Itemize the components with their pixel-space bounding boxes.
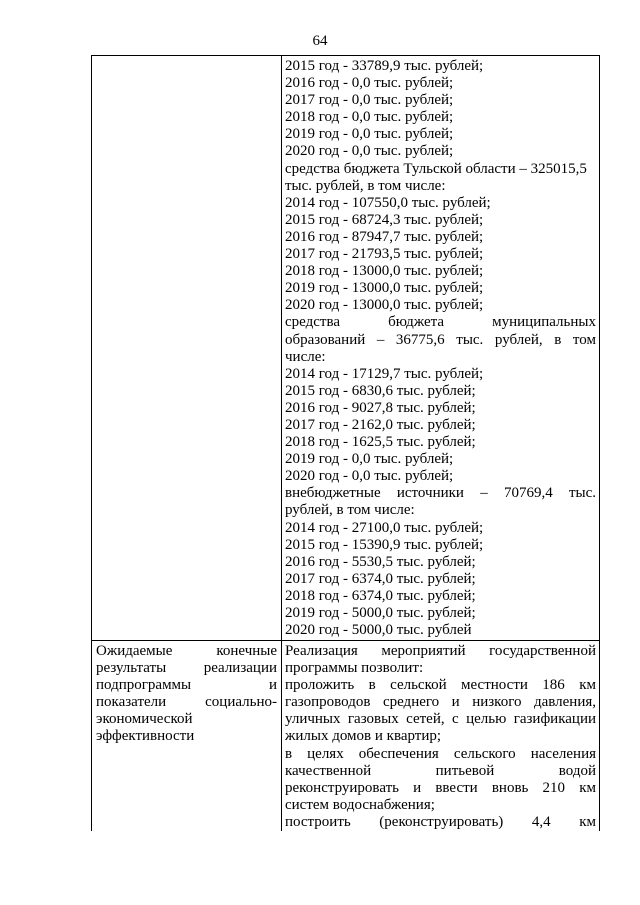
- text-line: 2017 год - 2162,0 тыс. рублей;: [285, 416, 476, 433]
- text-line: 2019 год - 5000,0 тыс. рублей;: [285, 605, 476, 621]
- text-line: 2015 год - 33789,9 тыс. рублей;: [285, 58, 484, 74]
- page-number: 64: [312, 33, 328, 49]
- row-divider: [92, 640, 599, 641]
- text-line: рублей, в том числе:: [285, 502, 415, 519]
- text-line: тыс. рублей, в том числе:: [285, 177, 446, 194]
- text-line: реконструировать и ввести вновь 210 км: [285, 779, 596, 796]
- text-line: 2016 год - 87947,7 тыс. рублей;: [285, 228, 484, 245]
- text-line: 2019 год - 13000,0 тыс. рублей;: [285, 280, 484, 297]
- text-line: 2018 год - 6374,0 тыс. рублей;: [285, 587, 476, 604]
- text-line: 2019 год - 0,0 тыс. рублей;: [285, 126, 454, 143]
- column-divider: [281, 56, 282, 831]
- text-line: 2014 год - 107550,0 тыс. рублей;: [285, 194, 491, 211]
- text-line: 2015 год - 15390,9 тыс. рублей;: [285, 536, 484, 553]
- text-line: построить (реконструировать) 4,4 км: [285, 813, 596, 830]
- results-content-cell: [285, 643, 596, 831]
- text-line: 2017 год - 0,0 тыс. рублей;: [285, 92, 454, 109]
- text-line: 2019 год - 0,0 тыс. рублей;: [285, 451, 454, 468]
- text-line: показатели социально-: [96, 694, 277, 711]
- text-line: Ожидаемые конечные: [96, 643, 277, 659]
- text-line: средства бюджета Тульской области – 325015,5: [285, 160, 587, 177]
- text-line: числе:: [285, 348, 326, 365]
- text-line: 2018 год - 1625,5 тыс. рублей;: [285, 434, 476, 451]
- text-line: Реализация мероприятий государственной: [285, 643, 596, 659]
- text-line: образований – 36775,6 тыс. рублей, в том: [285, 331, 596, 348]
- text-line: 2020 год - 0,0 тыс. рублей;: [285, 468, 454, 485]
- results-label-cell: [96, 643, 277, 746]
- text-line: 2020 год - 0,0 тыс. рублей;: [285, 143, 454, 160]
- text-line: результаты реализации: [96, 660, 277, 677]
- text-line: 2017 год - 21793,5 тыс. рублей;: [285, 246, 484, 263]
- program-table: [91, 55, 600, 831]
- text-line: уличных газовых сетей, с целью газификации: [285, 711, 596, 728]
- text-line: жилых домов и квартир;: [285, 728, 442, 745]
- text-line: 2014 год - 17129,7 тыс. рублей;: [285, 365, 484, 382]
- text-line: 2015 год - 68724,3 тыс. рублей;: [285, 211, 484, 228]
- text-line: 2016 год - 0,0 тыс. рублей;: [285, 75, 454, 92]
- text-line: 2017 год - 6374,0 тыс. рублей;: [285, 570, 476, 587]
- text-line: проложить в сельской местности 186 км: [285, 677, 596, 694]
- funding-cell: [285, 58, 596, 639]
- text-line: качественной питьевой водой: [285, 762, 596, 779]
- text-line: 2020 год - 13000,0 тыс. рублей;: [285, 297, 484, 314]
- text-line: 2016 год - 5530,5 тыс. рублей;: [285, 553, 476, 570]
- text-line: газопроводов среднего и низкого давления,: [285, 694, 596, 711]
- text-line: 2015 год - 6830,6 тыс. рублей;: [285, 382, 476, 399]
- text-line: экономической: [96, 711, 193, 728]
- text-line: 2018 год - 13000,0 тыс. рублей;: [285, 263, 484, 280]
- text-line: в целях обеспечения сельского населения: [285, 745, 596, 762]
- text-line: программы позволит:: [285, 660, 424, 677]
- text-line: систем водоснабжения;: [285, 796, 435, 813]
- text-line: подпрограммы и: [96, 677, 277, 694]
- text-line: 2014 год - 27100,0 тыс. рублей;: [285, 519, 484, 536]
- text-line: внебюджетные источники – 70769,4 тыс.: [285, 485, 596, 502]
- text-line: 2018 год - 0,0 тыс. рублей;: [285, 109, 454, 126]
- text-line: 2020 год - 5000,0 тыс. рублей: [285, 622, 472, 639]
- text-line: средства бюджета муниципальных: [285, 314, 596, 331]
- text-line: 2016 год - 9027,8 тыс. рублей;: [285, 399, 476, 416]
- text-line: эффективности: [96, 728, 195, 745]
